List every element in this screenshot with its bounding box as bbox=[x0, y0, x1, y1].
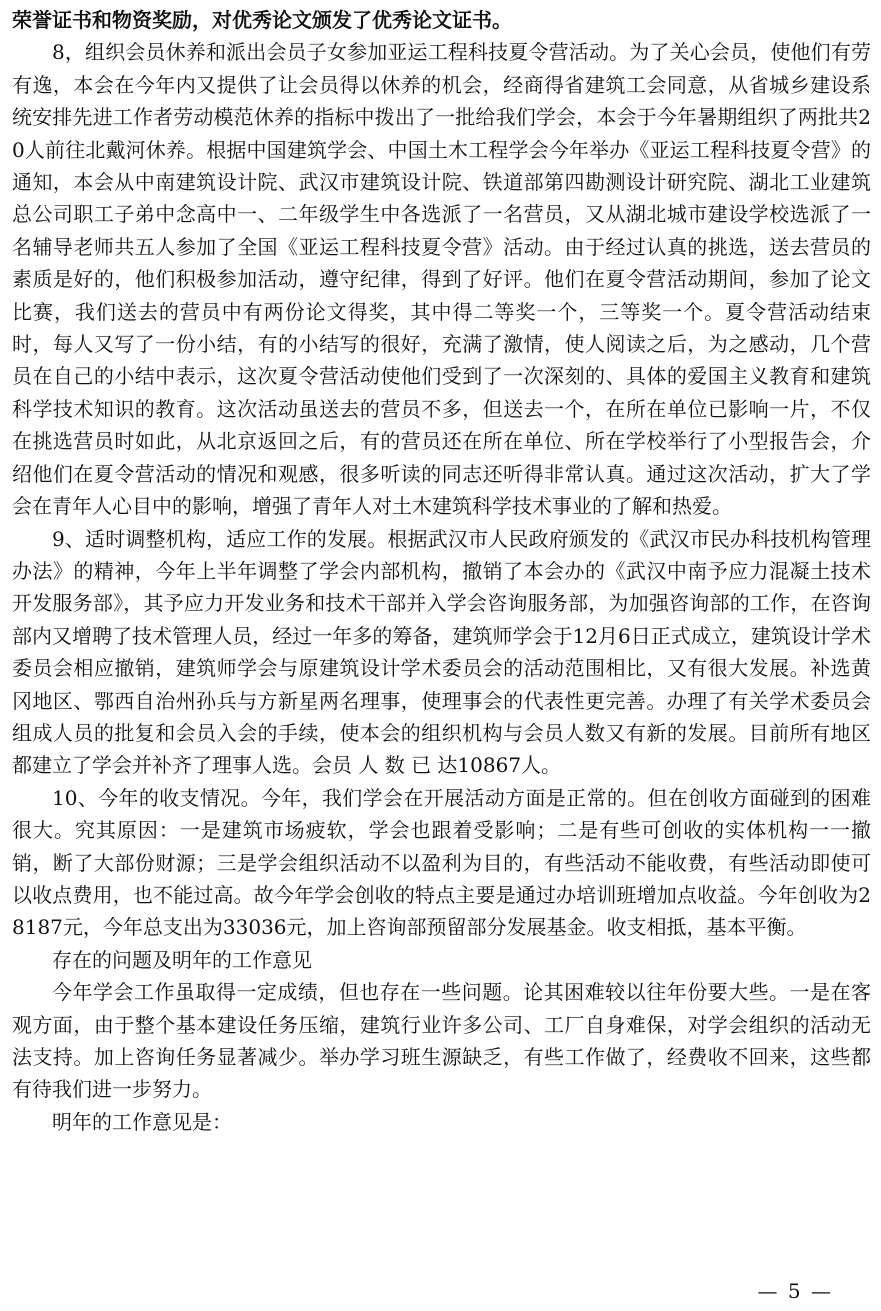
paragraph-item-9: 9、适时调整机构，适应工作的发展。根据武汉市人民政府颁发的《武汉市民办科技机构管理办法》的精神，今年上半年调整了学会内部机构，撤销了本会办的《武汉中南予应力混凝土技术开发服务部》，其予应力开发业务和技术干部并入学会咨询服务部，为加强咨询部的工作，在咨询部内又增聘了技术管理人员，经过一年多的筹备，建筑师学会于12月6日正式成立，建筑设计学术委员会相应撤销，建筑师学会与原建筑设计学术委员会的活动范围相比，又有很大发展。补选黄冈地区、鄂西自治州孙兵与方新星两名理事，使理事会的代表性更完善。办理了有关学术委员会组成人员的批复和会员入会的手续，使本会的组织机构与会员人数又有新的发展。目前所有地区都建立了学会并补齐了理事人选。会员 人 数 已 达10867人。 bbox=[12, 526, 871, 778]
paragraph-item-8: 8，组织会员休养和派出会员子女参加亚运工程科技夏令营活动。为了关心会员，使他们有劳有逸，本会在今年内又提供了让会员得以休养的机会，经商得省建筑工会同意，从省城乡建设系统安排先进工作者劳动模范休养的指标中拨出了一批给我们学会，本会于今年暑期组织了两批共20人前往北戴河休养。根据中国建筑学会、中国土木工程学会今年举办《亚运工程科技夏令营》的通知，本会从中南建筑设计院、武汉市建筑设计院、铁道部第四勘测设计研究院、湖北工业建筑总公司职工子弟中念高中一、二年级学生中各选派了一名营员，又从湖北城市建设学校选派了一名辅导老师共五人参加了全国《亚运工程科技夏令营》活动。由于经过认真的挑选，送去营员的素质是好的，他们积极参加活动，遵守纪律，得到了好评。他们在夏令营活动期间，参加了论文比赛，我们送去的营员中有两份论文得奖，其中得二等奖一个，三等奖一个。夏令营活动结束时，每人又写了一份小结，有的小结写的很好，充满了激情，使人阅读之后，为之感动，几个营员在自己的小结中表示，这次夏令营活动使他们受到了一次深刻的、具体的爱国主义教育和建筑科学技术知识的教育。这次活动虽送去的营员不多，但送去一个，在所在单位已影响一片，不仅在挑选营员时如此，从北京返回之后，有的营员还在所在单位、所在学校举行了小型报告会，介绍他们在夏令营活动的情况和观感，很多听读的同志还听得非常认真。通过这次活动，扩大了学会在青年人心目中的影响，增强了青年人对土木建筑科学技术事业的了解和热爱。 bbox=[12, 40, 871, 519]
paragraph-problems: 今年学会工作虽取得一定成绩，但也存在一些问题。论其困难较以往年份要大些。一是在客观方面，由于整个基本建设任务压缩，建筑行业许多公司、工厂自身难保，对学会组织的活动无法支持。加上咨询任务显著减少。举办学习班生源缺乏，有些工作做了，经费收不回来，这些都有待我们进一步努力。 bbox=[12, 980, 871, 1102]
page-number: — 5 — bbox=[757, 1279, 833, 1303]
paragraph-item-10: 10、今年的收支情况。今年，我们学会在开展活动方面是正常的。但在创收方面碰到的困难很大。究其原因：一是建筑市场疲软，学会也跟着受影响；二是有些可创收的实体机构一一撤销，断了大部份财源；三是学会组织活动不以盈利为目的，有些活动不能收费，有些活动即使可以收点费用，也不能过高。故今年学会创收的特点主要是通过办培训班增加点收益。今年创收为28187元，今年总支出为33036元，加上咨询部预留部分发展基金。收支相抵，基本平衡。 bbox=[12, 785, 871, 940]
paragraph-next-year: 明年的工作意见是： bbox=[52, 1109, 232, 1134]
section-heading: 存在的问题及明年的工作意见 bbox=[52, 947, 312, 972]
paragraph-continuation: 荣誉证书和物资奖励，对优秀论文颁发了优秀论文证书。 bbox=[12, 8, 512, 32]
